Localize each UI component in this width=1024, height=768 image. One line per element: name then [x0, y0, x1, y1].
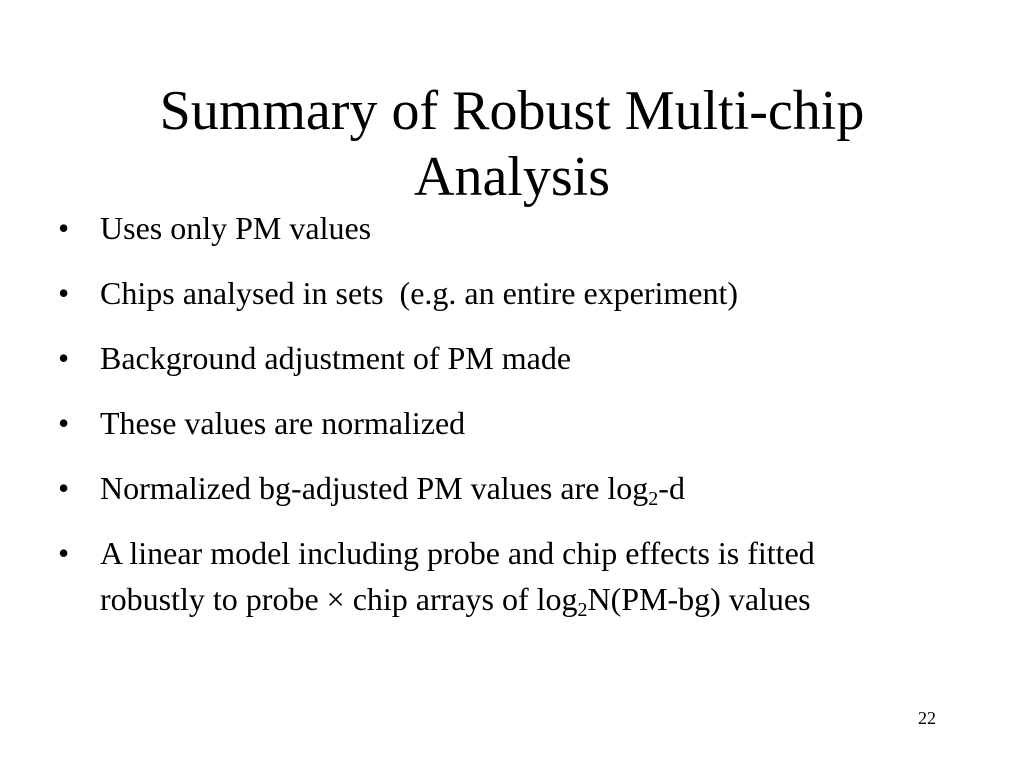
- bullet-text: Uses only PM values: [100, 210, 372, 246]
- bullet-text: Background adjustment of PM made: [100, 340, 572, 376]
- bullet-text: Chips analysed in sets (e.g. an entire experiment): [100, 275, 739, 311]
- bullet-text-part: Normalized bg-adjusted PM values are log: [100, 470, 649, 506]
- bullet-item: [58, 530, 1008, 622]
- bullet-list: [58, 205, 1008, 641]
- slide-title: [0, 78, 1024, 210]
- bullet-text-part: -d: [658, 470, 685, 506]
- bullet-text-line2: [100, 576, 1008, 622]
- bullet-text: These values are normalized: [100, 405, 466, 441]
- slide-title-line2: Analysis: [414, 145, 610, 208]
- bullet-text-line1: A linear model including probe and chip effects is fitted: [100, 535, 815, 571]
- bullet-icon: •: [58, 210, 70, 246]
- bullet-item: [58, 465, 1008, 511]
- bullet-text-part: N(PM-bg) values: [587, 581, 811, 617]
- page-number: 22: [918, 708, 936, 728]
- bullet-icon: •: [58, 340, 70, 376]
- bullet-item: [58, 270, 1008, 316]
- bullet-icon: •: [58, 470, 70, 506]
- bullet-icon: •: [58, 275, 70, 311]
- bullet-item: [58, 335, 1008, 381]
- bullet-item: [58, 205, 1008, 251]
- bullet-icon: •: [58, 405, 70, 441]
- bullet-text-part: robustly to probe × chip arrays of log: [100, 581, 578, 617]
- bullet-icon: •: [58, 535, 70, 571]
- bullet-item: [58, 400, 1008, 446]
- slide-title-line1: Summary of Robust Multi-chip: [159, 79, 865, 142]
- bullet-text: [100, 465, 1008, 511]
- subscript: 2: [648, 488, 659, 510]
- subscript: 2: [577, 599, 588, 621]
